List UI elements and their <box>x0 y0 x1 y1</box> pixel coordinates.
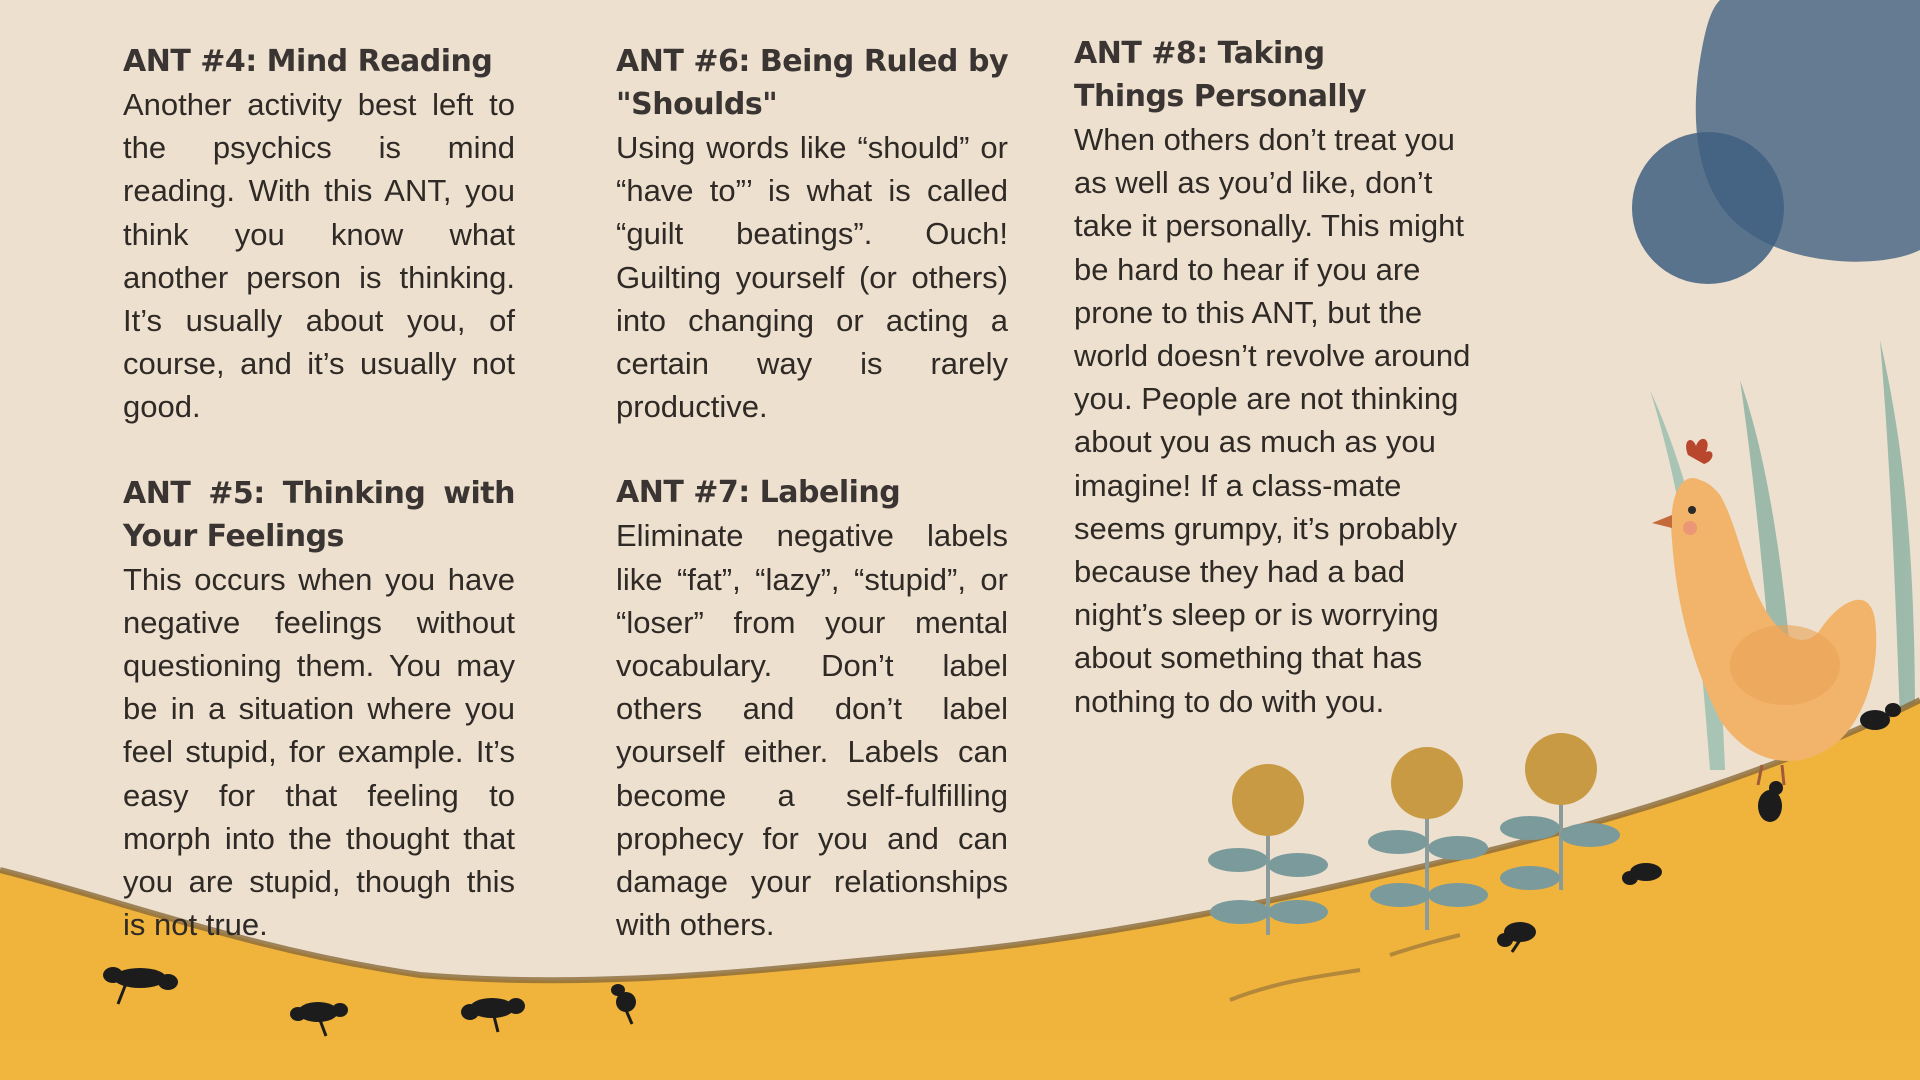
ant6-body: Using words like “should” or “have to”’ is what is called “guilt beatings”. Ouch! Guilting yourself (or others) into changing or acting a certain way is rarely productive. <box>616 130 1008 425</box>
ant8-body: When others don’t treat you as well as you’d like, don’t take it personally. This might be hard to hear if you are prone to this ANT, but the world doesn’t revolve around you. People are not thinking about you as much as you imagine! If a class-mate seems grumpy, it’s probably because they had a bad night’s sleep or is worrying about something that has nothing to do with you. <box>1074 122 1471 719</box>
ant4-body: Another activity best left to the psychics is mind reading. With this ANT, you think you know what another person is thinking. It’s usually about you, of course, and it’s usually not good. <box>123 87 515 425</box>
flower-icon <box>1368 747 1488 930</box>
ant7-title: ANT #7: Labeling <box>616 475 901 511</box>
flower-icon <box>1208 764 1328 935</box>
ant6-title: ANT #6: Being Ruled by "Shoulds" <box>616 44 1008 122</box>
column-middle <box>616 40 1008 946</box>
ant7-body: Eliminate negative labels like “fat”, “lazy”, “stupid”, or “loser” from your mental vocabulary. Don’t label others and don’t label yourself either. Labels can become a self-fulfilling prophecy for you and can damage your relationships with others. <box>616 518 1008 943</box>
ant4-title: ANT #4: Mind Reading <box>123 44 493 79</box>
blob-icon <box>1632 0 1920 284</box>
column-left <box>123 40 515 946</box>
column-right <box>1074 32 1474 723</box>
ant5-body: This occurs when you have negative feelings without questioning them. You may be in a situation where you feel stupid, for example. It’s easy for that feeling to morph into the thought that you are stupid, though this is not true. <box>123 561 515 943</box>
ant5-title: ANT #5: Thinking with Your Feelings <box>123 475 515 554</box>
ant8-title: ANT #8: Taking Things Personally <box>1074 36 1367 114</box>
